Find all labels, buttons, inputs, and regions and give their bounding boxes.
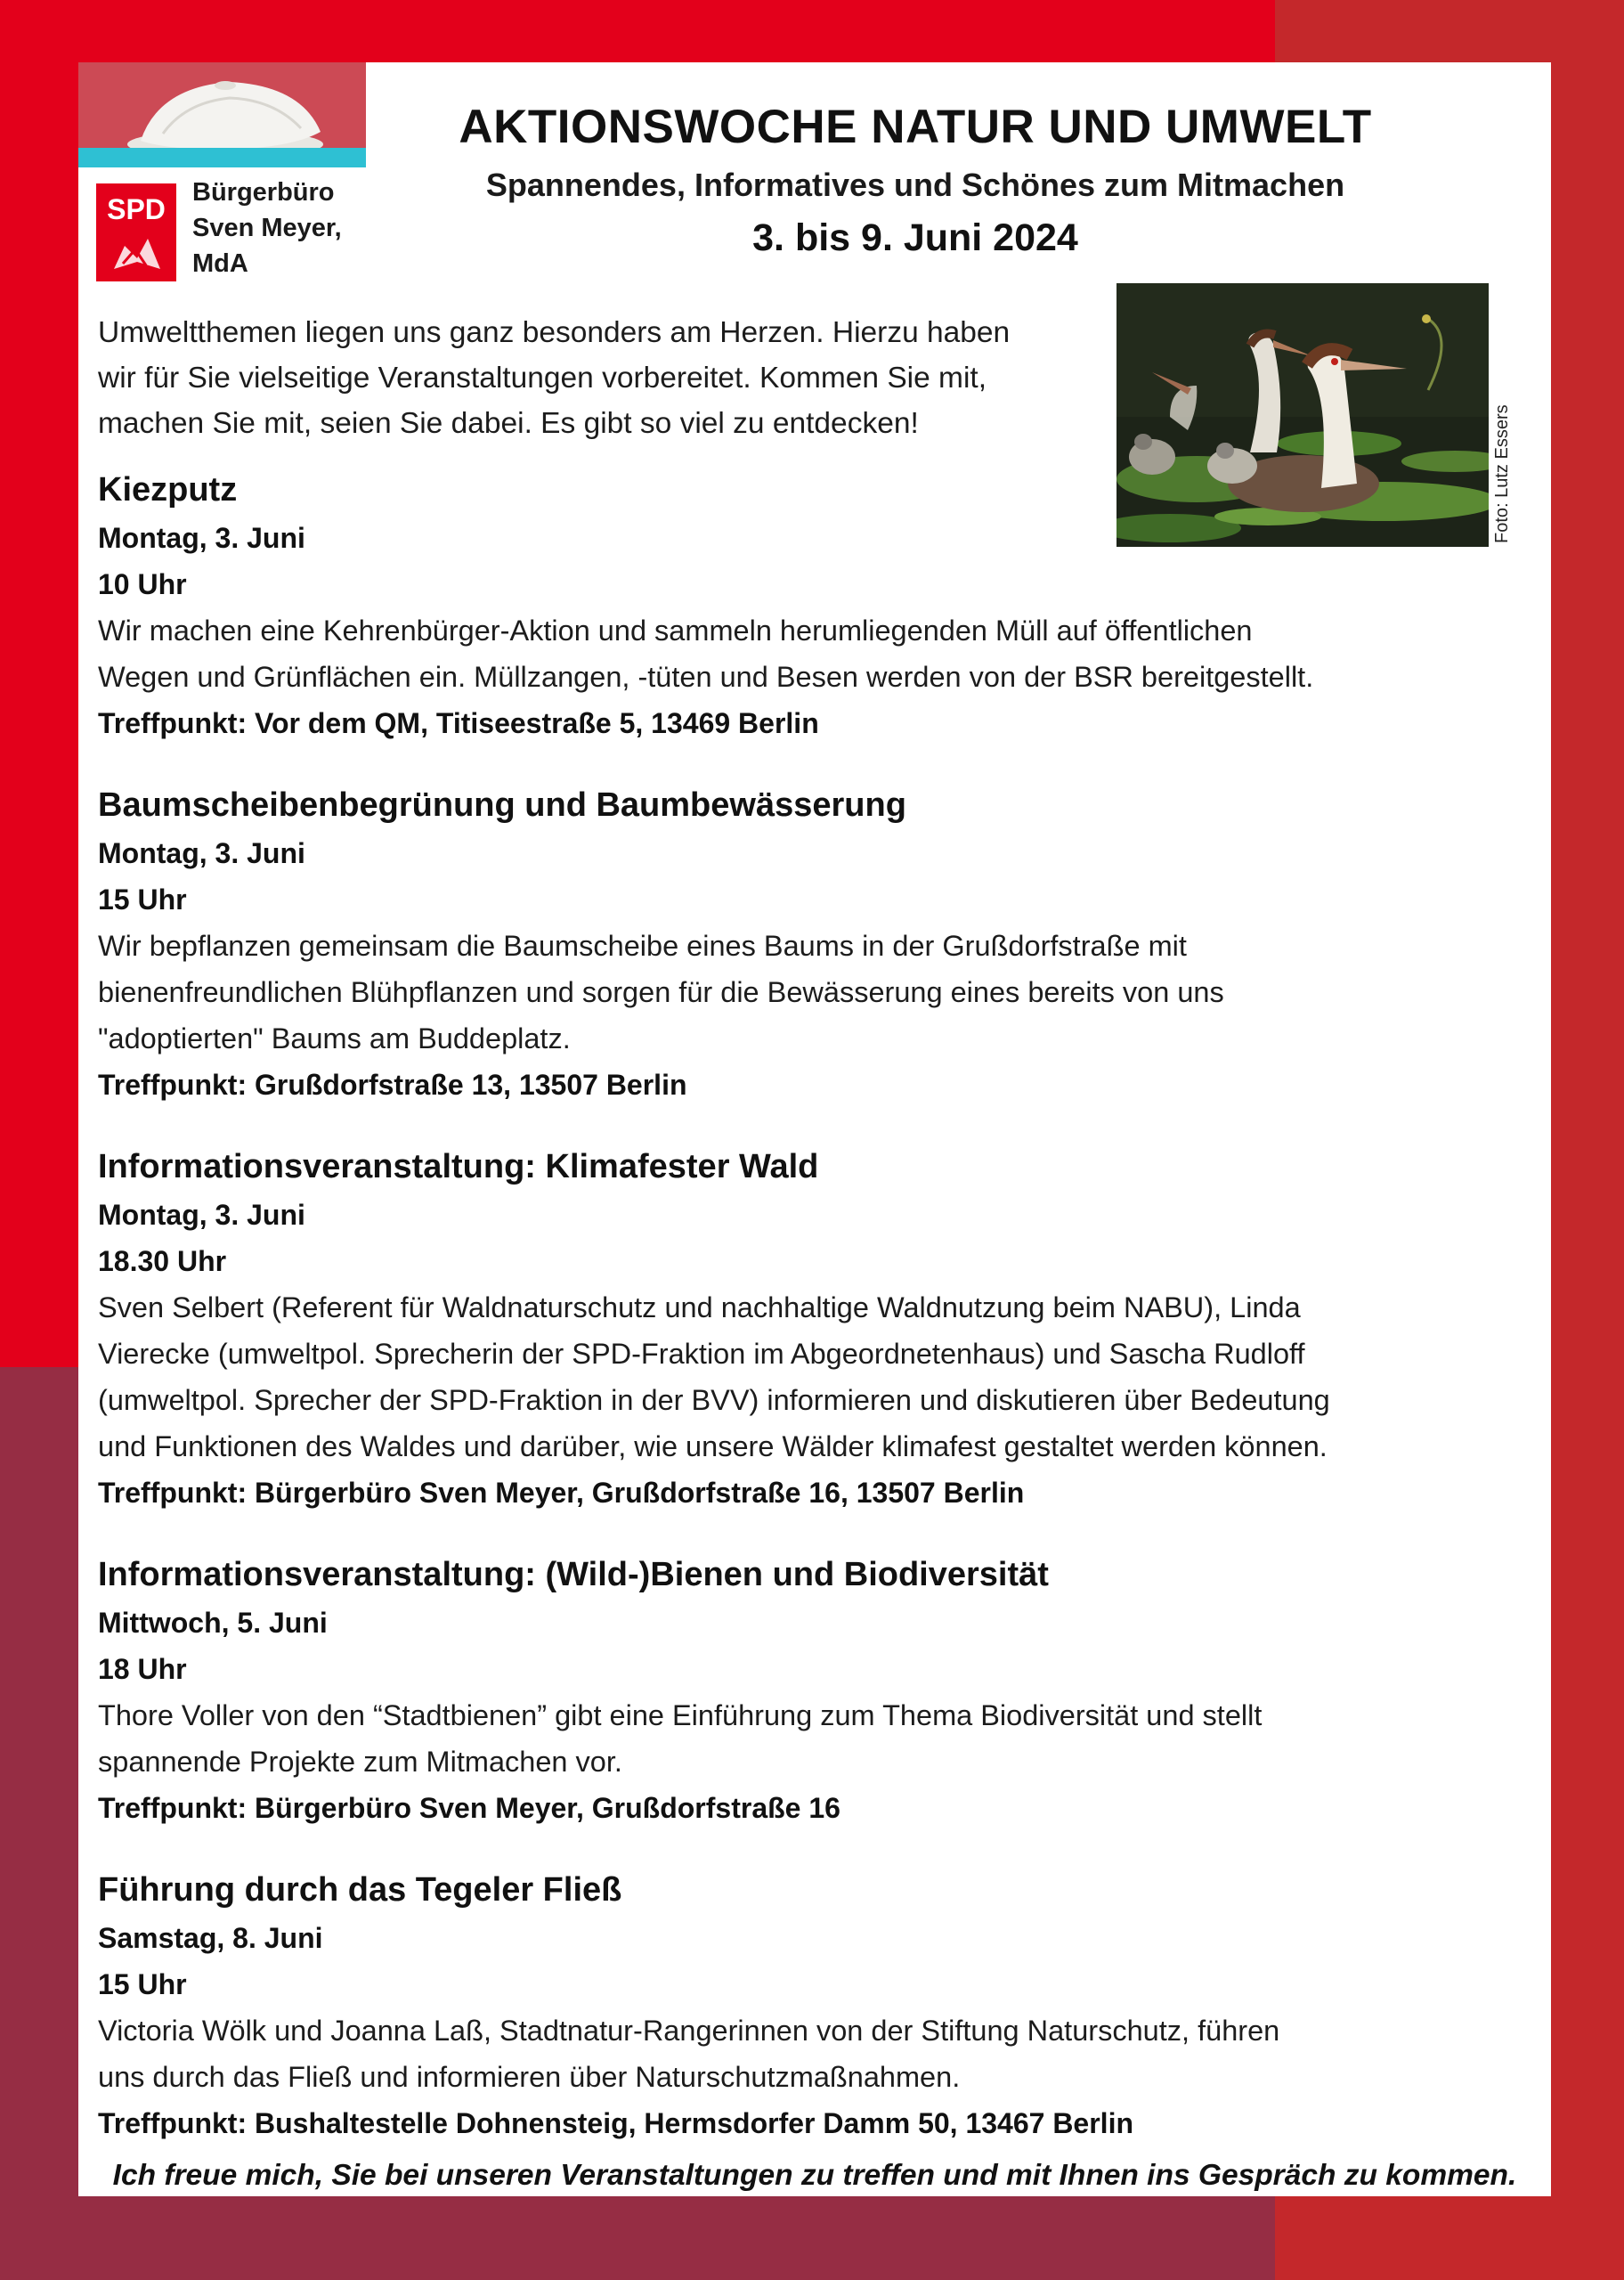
spd-logo-text: SPD xyxy=(107,193,166,225)
event-description-line: Victoria Wölk und Joanna Laß, Stadtnatur-Rangerinnen von der Stiftung Naturschutz, führen xyxy=(98,2015,1280,2047)
event-time: 15 Uhr xyxy=(98,1968,187,2000)
event-description-line: Sven Selbert (Referent für Waldnaturschutz und nachhaltige Waldnutzung beim NABU), Linda xyxy=(98,1291,1301,1323)
event-description xyxy=(98,1692,1540,1785)
event-day: Montag, 3. Juni xyxy=(98,522,305,554)
closing-statement: Ich freue mich, Sie bei unseren Veranstaltungen zu treffen und mit Ihnen ins Gespräch zu kommen. xyxy=(112,2159,1517,2192)
event-week-dates: 3. bis 9. Juni 2024 xyxy=(752,216,1078,259)
event-title: Kiezputz xyxy=(98,471,238,509)
event-meeting-point: Treffpunkt: Bushaltestelle Dohnensteig, Hermsdorfer Damm 50, 13467 Berlin xyxy=(98,2107,1133,2139)
event-description-line: und Funktionen des Waldes und darüber, wie unsere Wälder klimafest gestaltet werden können. xyxy=(98,1430,1328,1462)
event-day: Montag, 3. Juni xyxy=(98,837,305,869)
intro-text xyxy=(98,310,1113,446)
event-description-line: spannende Projekte zum Mitmachen vor. xyxy=(98,1746,622,1778)
event-description-line: uns durch das Fließ und informieren über Naturschutzmaßnahmen. xyxy=(98,2061,961,2093)
event-time: 10 Uhr xyxy=(98,568,187,600)
event-description xyxy=(98,607,1540,700)
intro-line: Umweltthemen liegen uns ganz besonders am Herzen. Hierzu haben xyxy=(98,316,1011,349)
intro-line: wir für Sie vielseitige Veranstaltungen vorbereitet. Kommen Sie mit, xyxy=(98,362,987,395)
event-day: Montag, 3. Juni xyxy=(98,1199,305,1231)
page-title: AKTIONSWOCHE NATUR UND UMWELT xyxy=(459,101,1372,153)
office-line: Bürgerbüro xyxy=(192,178,335,207)
event-title: Informationsveranstaltung: (Wild-)Bienen und Biodiversität xyxy=(98,1556,1049,1593)
event-time: 18.30 Uhr xyxy=(98,1245,227,1277)
event-title: Führung durch das Tegeler Fließ xyxy=(98,1871,622,1909)
cap-photo xyxy=(78,62,366,167)
office-name xyxy=(192,175,379,281)
event-description-line: bienenfreundlichen Blühpflanzen und sorgen für die Bewässerung eines bereits von uns xyxy=(98,976,1224,1008)
office-line: Sven Meyer, xyxy=(192,214,342,242)
office-line: MdA xyxy=(192,249,248,278)
event-description-line: "adoptierten" Baums am Buddeplatz. xyxy=(98,1022,571,1054)
event-item xyxy=(98,1550,1540,1831)
event-day: Samstag, 8. Juni xyxy=(98,1922,323,1954)
event-item xyxy=(98,780,1540,1108)
event-item xyxy=(98,465,1540,746)
header xyxy=(381,96,1449,265)
event-time: 15 Uhr xyxy=(98,884,187,916)
page-subtitle: Spannendes, Informatives und Schönes zum Mitmachen xyxy=(485,167,1345,203)
cap-icon xyxy=(78,62,366,167)
event-meeting-point: Treffpunkt: Bürgerbüro Sven Meyer, Grußdorfstraße 16 xyxy=(98,1792,840,1824)
photo-credit: Foto: Lutz Essers xyxy=(1492,404,1512,543)
event-description xyxy=(98,2007,1540,2100)
event-title: Baumscheibenbegrünung und Baumbewässerung xyxy=(98,786,906,824)
event-item xyxy=(98,1865,1540,2146)
event-description-line: Thore Voller von den “Stadtbienen” gibt eine Einführung zum Thema Biodiversität und stellt xyxy=(98,1699,1263,1731)
event-description-line: Wir bepflanzen gemeinsam die Baumscheibe eines Baums in der Grußdorfstraße mit xyxy=(98,930,1187,962)
spd-logo xyxy=(96,183,176,281)
event-description xyxy=(98,1284,1540,1470)
event-description-line: (umweltpol. Sprecher der SPD-Fraktion in der BVV) informieren und diskutieren über Bedeutung xyxy=(98,1384,1330,1416)
event-list xyxy=(98,465,1540,2180)
event-description-line: Vierecke (umweltpol. Sprecherin der SPD-Fraktion im Abgeordnetenhaus) und Sascha Rudloff xyxy=(98,1338,1305,1370)
event-description xyxy=(98,923,1540,1062)
intro-line: machen Sie mit, seien Sie dabei. Es gibt so viel zu entdecken! xyxy=(98,407,919,440)
event-day: Mittwoch, 5. Juni xyxy=(98,1607,328,1639)
event-description-line: Wir machen eine Kehrenbürger-Aktion und sammeln herumliegenden Müll auf öffentlichen xyxy=(98,615,1253,647)
event-meeting-point: Treffpunkt: Vor dem QM, Titiseestraße 5, 13469 Berlin xyxy=(98,707,819,739)
event-meeting-point: Treffpunkt: Bürgerbüro Sven Meyer, Grußdorfstraße 16, 13507 Berlin xyxy=(98,1477,1025,1509)
event-time: 18 Uhr xyxy=(98,1653,187,1685)
event-item xyxy=(98,1142,1540,1516)
event-description-line: Wegen und Grünflächen ein. Müllzangen, -tüten und Besen werden von der BSR bereitgestellt. xyxy=(98,661,1314,693)
event-title: Informationsveranstaltung: Klimafester Wald xyxy=(98,1148,819,1185)
flyer-card xyxy=(78,62,1551,2196)
event-meeting-point: Treffpunkt: Grußdorfstraße 13, 13507 Berlin xyxy=(98,1069,687,1101)
